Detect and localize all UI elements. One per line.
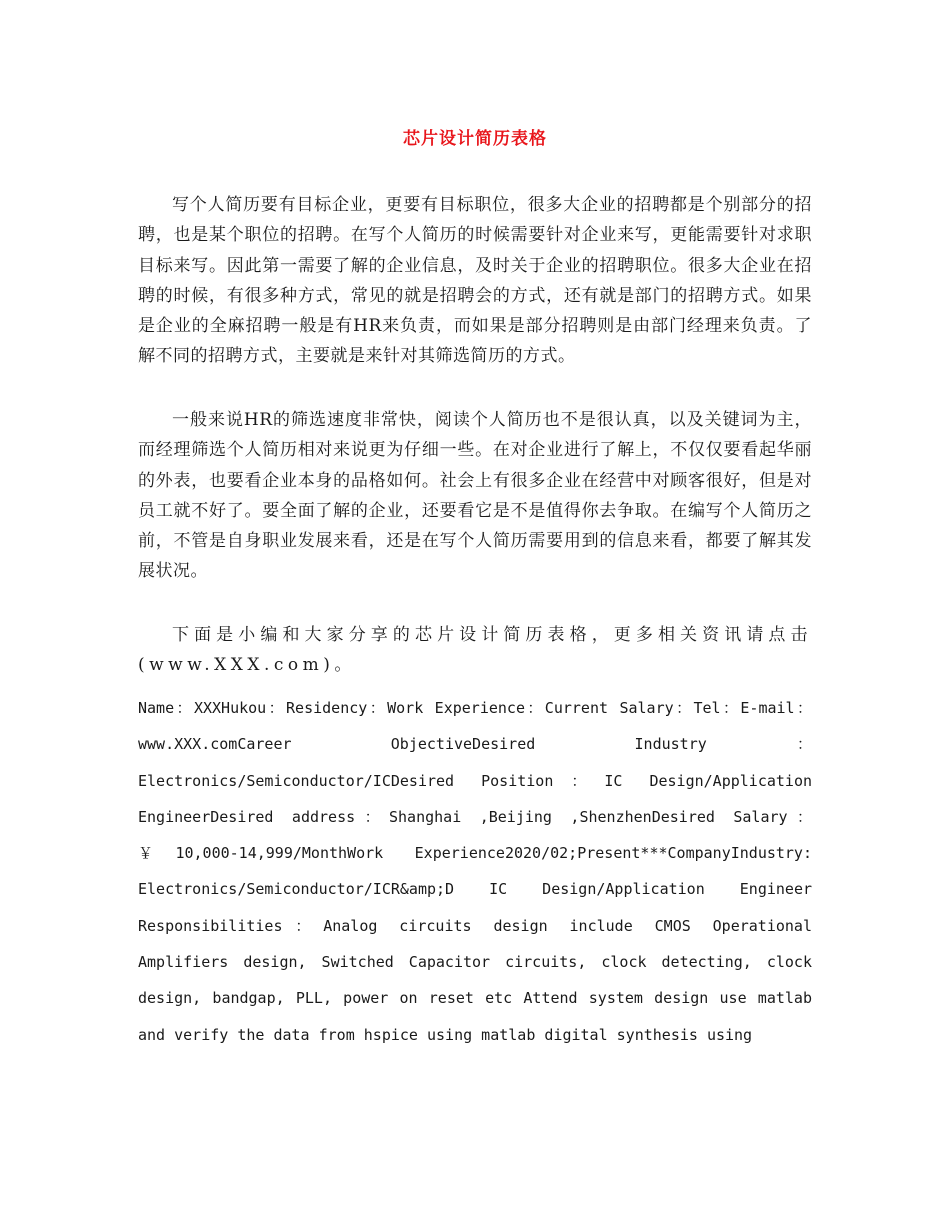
paragraph-1-block (138, 190, 812, 372)
paragraph-2-block (138, 405, 812, 587)
document-title: 芯片设计简历表格 (403, 129, 547, 149)
paragraph-1: 写个人简历要有目标企业，更要有目标职位，很多大企业的招聘都是个别部分的招聘，也是某个职位的招聘。在写个人简历的时候需要针对企业来写，更能需要针对求职目标来写。因此第一需要了解的企业信息，及时关于企业的招聘职位。很多大企业在招聘的时候，有很多种方式，常见的就是招聘会的方式，还有就是部门的招聘方式。如果是企业的全麻招聘一般是有HR来负责，而如果是部分招聘则是由部门经理来负责。了解不同的招聘方式，主要就是来针对其筛选简历的方式。 (138, 195, 812, 367)
paragraph-3-block (138, 620, 812, 681)
paragraph-2: 一般来说HR的筛选速度非常快，阅读个人简历也不是很认真，以及关键词为主，而经理筛选个人简历相对来说更为仔细一些。在对企业进行了解上，不仅仅要看起华丽的外表，也要看企业本身的品格如何。社会上有很多企业在经营中对顾客很好，但是对员工就不好了。要全面了解的企业，还要看它是不是值得你去争取。在编写个人简历之前，不管是自身职业发展来看，还是在写个人简历需要用到的信息来看，都要了解其发展状况。 (138, 410, 812, 582)
resume-details-text: Name：XXXHukou：Residency：Work Experience：Current Salary：Tel：E-mail：www.XXX.comCareer ObjectiveDesired Industry：Electronics/Semiconductor/ICDesired Position：IC Design/Application EngineerDesired address：Shanghai ,Beijing ,ShenzhenDesired Salary：￥10,000-14,999/MonthWork Experience2020/02;Present***CompanyIndustry: Electronics/Semiconductor/ICR&amp;D IC Design/Application Engineer Responsibilities：Analog circuits design include CMOS Operational Amplifiers design, Switched Capacitor circuits, clock detecting, clock design, bandgap, PLL, power on reset etc Attend system design use matlab and verify the data from hspice using matlab digital synthesis using (138, 699, 812, 1044)
paragraph-3: 下面是小编和大家分享的芯片设计简历表格，更多相关资讯请点击(www.XXX.com)。 (138, 625, 812, 676)
